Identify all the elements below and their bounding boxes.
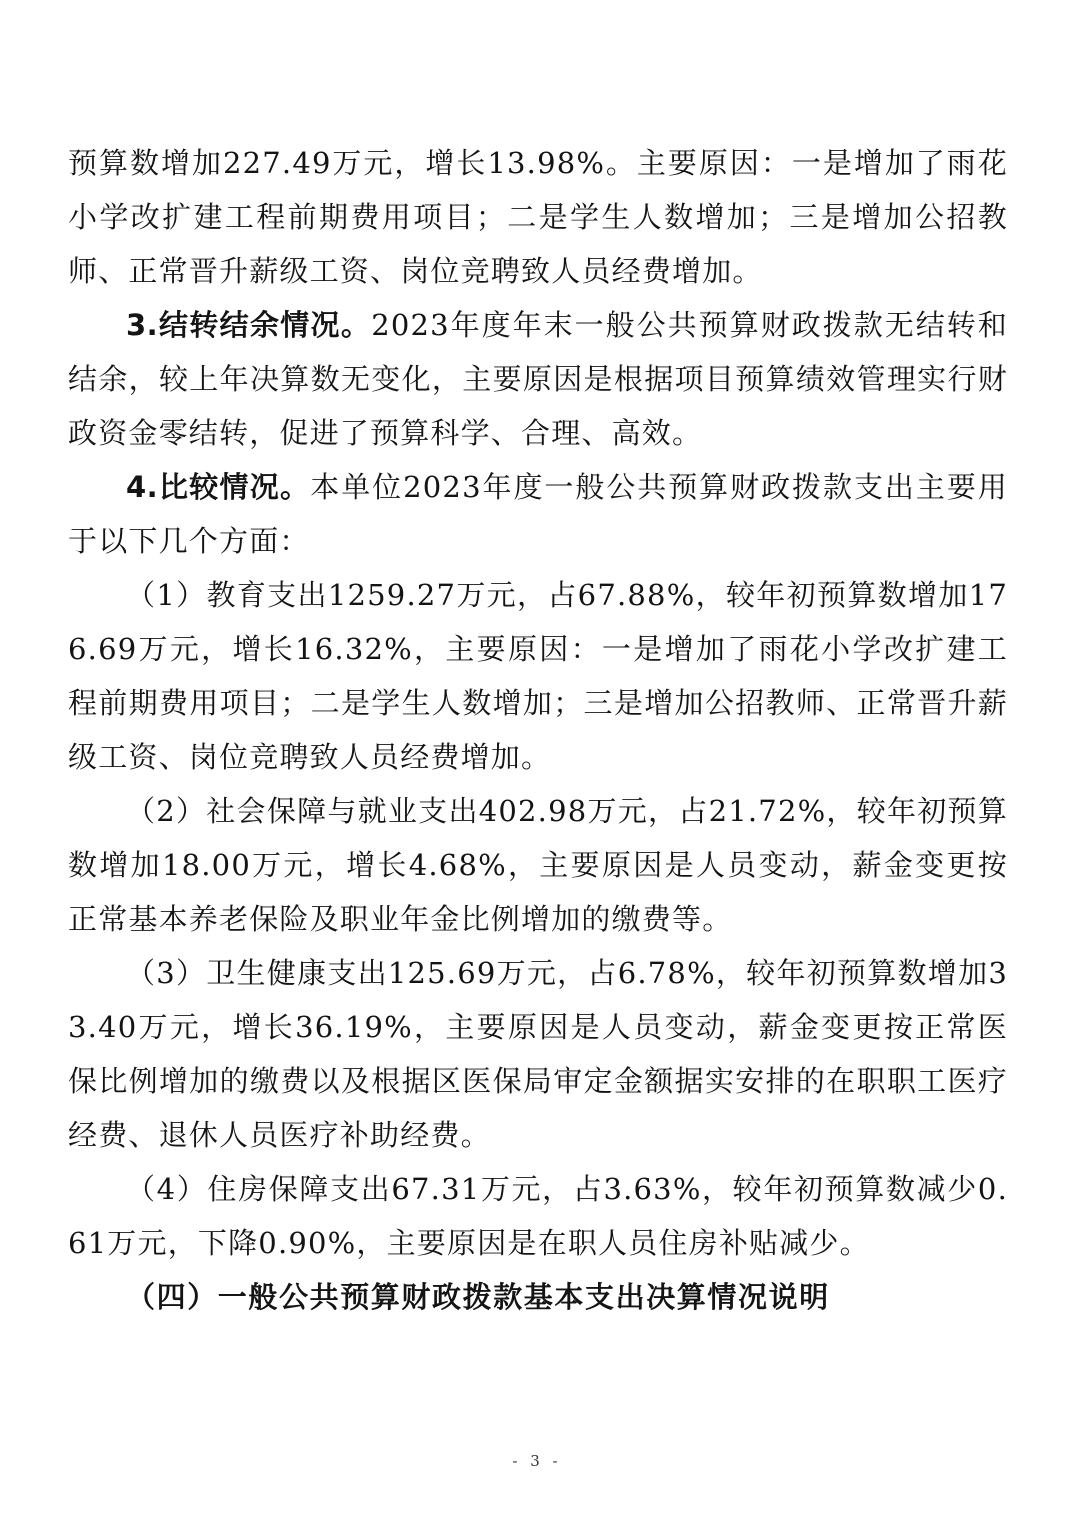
paragraph-education-expenditure bbox=[68, 568, 1008, 784]
paragraph-text: （2）社会保障与就业支出402.98万元，占21.72%，较年初预算数增加18.00万元，增长4.68%，主要原因是人员变动，薪金变更按正常基本养老保险及职业年金比例增加的缴费等。 bbox=[68, 794, 1008, 936]
paragraph-text: （4）住房保障支出67.31万元，占3.63%，较年初预算数减少0.61万元，下降0.90%，主要原因是在职人员住房补贴减少。 bbox=[68, 1172, 1008, 1260]
paragraph-carryover bbox=[68, 298, 1008, 460]
page-number: - 3 - bbox=[512, 1452, 562, 1470]
paragraph-text: （1）教育支出1259.27万元，占67.88%，较年初预算数增加176.69万元，增长16.32%，主要原因：一是增加了雨花小学改扩建工程前期费用项目；二是学生人数增加；三是增加公招教师、正常晋升薪级工资、岗位竞聘致人员经费增加。 bbox=[68, 578, 1008, 774]
paragraph-comparison bbox=[68, 460, 1008, 568]
paragraph-social-security-expenditure bbox=[68, 784, 1008, 946]
paragraph-housing-expenditure bbox=[68, 1162, 1008, 1270]
paragraph-health-expenditure bbox=[68, 946, 1008, 1162]
document-page bbox=[68, 136, 1008, 1324]
paragraph-text: 本单位2023年度一般公共预算财政拨款支出主要用于以下几个方面： bbox=[68, 470, 1008, 558]
paragraph-lead-heading: 4.比较情况。 bbox=[126, 470, 311, 504]
paragraph-lead-heading: 3.结转结余情况。 bbox=[126, 308, 372, 342]
section-heading: （四）一般公共预算财政拨款基本支出决算情况说明 bbox=[126, 1280, 830, 1314]
paragraph-text: 2023年度年末一般公共预算财政拨款无结转和结余，较上年决算数无变化，主要原因是根据项目预算绩效管理实行财政资金零结转，促进了预算科学、合理、高效。 bbox=[68, 308, 1008, 450]
paragraph-continuation bbox=[68, 136, 1008, 298]
paragraph-text: （3）卫生健康支出125.69万元，占6.78%，较年初预算数增加33.40万元，增长36.19%，主要原因是人员变动，薪金变更按正常医保比例增加的缴费以及根据区医保局审定金额据实安排的在职职工医疗经费、退休人员医疗补助经费。 bbox=[68, 956, 1008, 1152]
paragraph-text: 预算数增加227.49万元，增长13.98%。主要原因：一是增加了雨花小学改扩建工程前期费用项目；二是学生人数增加；三是增加公招教师、正常晋升薪级工资、岗位竞聘致人员经费增加。 bbox=[68, 146, 1008, 288]
